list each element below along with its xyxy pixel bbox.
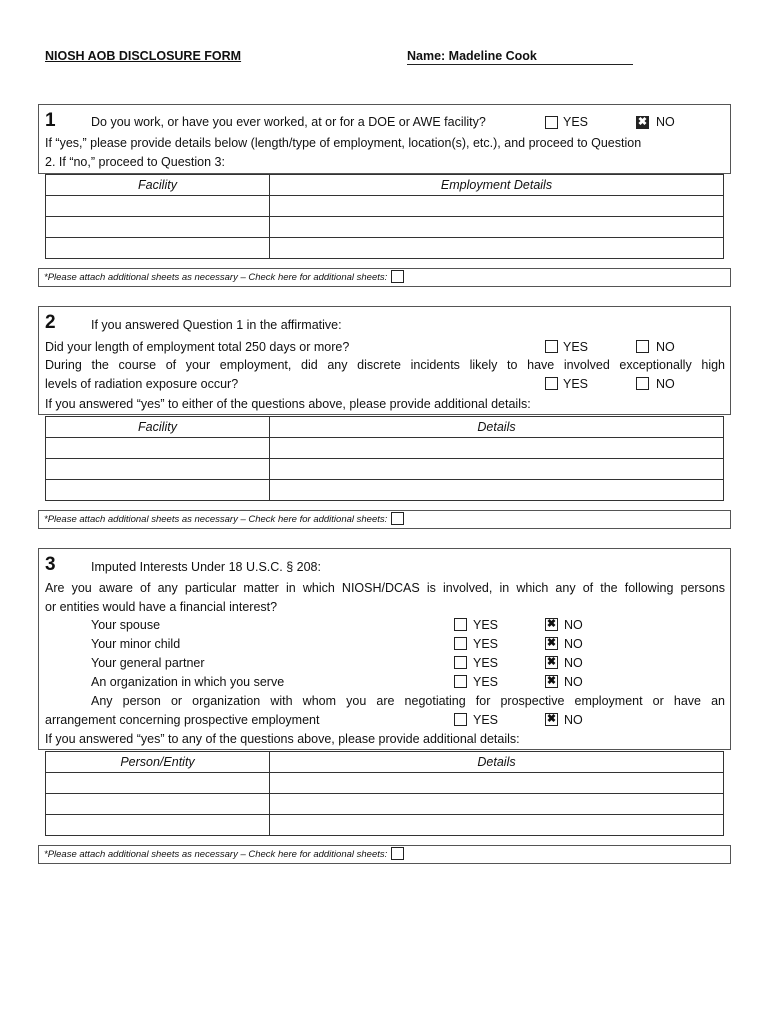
- question-3-number: 3: [45, 554, 56, 575]
- table-header-row: [46, 417, 724, 438]
- q2-details-table: [45, 416, 724, 501]
- q3-no-label: NO: [564, 618, 583, 632]
- facility-cell[interactable]: [46, 459, 270, 480]
- col-header-facility: Facility: [46, 175, 270, 196]
- details-cell[interactable]: [270, 480, 724, 501]
- q2-additional-sheets-note: [38, 510, 731, 529]
- col-header-person-entity: Person/Entity: [46, 752, 270, 773]
- details-cell[interactable]: [270, 815, 724, 836]
- q1-no-label: NO: [656, 115, 675, 129]
- question-1-number: 1: [45, 110, 56, 131]
- note-text: *Please attach additional sheets as necessary – Check here for additional sheets:: [44, 514, 388, 525]
- question-2-sub2-line1: During the course of your employment, did any discrete incidents likely to have involved exceptionally high: [45, 358, 725, 372]
- q3-no-label: NO: [564, 675, 583, 689]
- q3-organization-no-checkbox[interactable]: ✖: [546, 675, 557, 687]
- table-row: [46, 238, 724, 259]
- q3-minor-child-yes-checkbox[interactable]: [454, 637, 467, 650]
- facility-cell[interactable]: [46, 217, 270, 238]
- table-header-row: [46, 175, 724, 196]
- table-row: [46, 459, 724, 480]
- q1-employment-table: [45, 174, 724, 259]
- q2b-no-checkbox[interactable]: [636, 377, 649, 390]
- q2b-yes-label: YES: [563, 377, 589, 391]
- q2a-yes-label: YES: [563, 340, 589, 354]
- table-header-row: [46, 752, 724, 773]
- details-cell[interactable]: [270, 238, 724, 259]
- q3-spouse-no-checkbox[interactable]: ✖: [546, 618, 557, 630]
- facility-cell[interactable]: [46, 238, 270, 259]
- note-text: *Please attach additional sheets as necessary – Check here for additional sheets:: [44, 849, 388, 860]
- details-cell[interactable]: [270, 794, 724, 815]
- name-label: Name: Madeline Cook: [407, 49, 537, 63]
- table-row: [46, 773, 724, 794]
- details-cell[interactable]: [270, 196, 724, 217]
- details-cell[interactable]: [270, 438, 724, 459]
- q3-general-partner-no-checkbox[interactable]: ✖: [546, 656, 557, 668]
- question-2-sub2-line2: levels of radiation exposure occur?: [45, 377, 239, 391]
- question-3-title: Imputed Interests Under 18 U.S.C. § 208:: [91, 560, 321, 574]
- q2b-yes-checkbox[interactable]: [545, 377, 558, 390]
- q3-organization-yes-checkbox[interactable]: [454, 675, 467, 688]
- person-entity-cell[interactable]: [46, 815, 270, 836]
- q1-yes-checkbox[interactable]: [545, 116, 558, 129]
- q3-item-prospective-line2: arrangement concerning prospective employment: [45, 713, 320, 727]
- person-entity-cell[interactable]: [46, 773, 270, 794]
- details-cell[interactable]: [270, 459, 724, 480]
- q3-item-general-partner: Your general partner: [91, 656, 205, 670]
- q3-details-table: [45, 751, 724, 836]
- note-text: *Please attach additional sheets as necessary – Check here for additional sheets:: [44, 272, 388, 283]
- col-header-facility: Facility: [46, 417, 270, 438]
- q3-item-spouse: Your spouse: [91, 618, 161, 632]
- table-row: [46, 217, 724, 238]
- person-entity-cell[interactable]: [46, 794, 270, 815]
- question-1-instruction-2: 2. If “no,” proceed to Question 3:: [45, 155, 225, 169]
- question-2-title: If you answered Question 1 in the affirmative:: [91, 318, 342, 332]
- question-3-intro-line1: Are you aware of any particular matter in which NIOSH/DCAS is involved, in which any of the following persons: [45, 581, 725, 595]
- question-2-sub1: Did your length of employment total 250 days or more?: [45, 340, 350, 354]
- q2-additional-sheets-checkbox[interactable]: [391, 512, 404, 525]
- q1-no-checkbox[interactable]: ✖: [637, 116, 648, 128]
- q3-yes-label: YES: [473, 656, 499, 670]
- facility-cell[interactable]: [46, 196, 270, 217]
- q3-additional-sheets-note: [38, 845, 731, 864]
- q3-prospective-no-checkbox[interactable]: ✖: [546, 713, 557, 725]
- q3-item-organization: An organization in which you serve: [91, 675, 285, 689]
- q3-yes-label: YES: [473, 713, 499, 727]
- details-cell[interactable]: [270, 773, 724, 794]
- q3-item-prospective-line1: Any person or organization with whom you are negotiating for prospective employment or have an: [91, 694, 725, 708]
- table-row: [46, 438, 724, 459]
- q3-spouse-yes-checkbox[interactable]: [454, 618, 467, 631]
- q3-yes-label: YES: [473, 675, 499, 689]
- q2a-no-label: NO: [656, 340, 675, 354]
- table-row: [46, 480, 724, 501]
- question-3-instruction: If you answered “yes” to any of the questions above, please provide additional details:: [45, 732, 520, 746]
- question-1-instruction-1: If “yes,” please provide details below (length/type of employment, location(s), etc.), and proceed to Question: [45, 136, 642, 150]
- q3-no-label: NO: [564, 656, 583, 670]
- q3-yes-label: YES: [473, 618, 499, 632]
- question-1-text: Do you work, or have you ever worked, at or for a DOE or AWE facility?: [91, 115, 486, 129]
- col-header-employment-details: Employment Details: [270, 175, 724, 196]
- details-cell[interactable]: [270, 217, 724, 238]
- q1-additional-sheets-note: [38, 268, 731, 287]
- q2b-no-label: NO: [656, 377, 675, 391]
- facility-cell[interactable]: [46, 480, 270, 501]
- table-row: [46, 794, 724, 815]
- table-row: [46, 196, 724, 217]
- q3-minor-child-no-checkbox[interactable]: ✖: [546, 637, 557, 649]
- question-2-number: 2: [45, 312, 56, 333]
- q1-additional-sheets-checkbox[interactable]: [391, 270, 404, 283]
- q2a-yes-checkbox[interactable]: [545, 340, 558, 353]
- question-3-intro-line2: or entities would have a financial interest?: [45, 600, 278, 614]
- q3-general-partner-yes-checkbox[interactable]: [454, 656, 467, 669]
- q3-yes-label: YES: [473, 637, 499, 651]
- q1-yes-label: YES: [563, 115, 589, 129]
- facility-cell[interactable]: [46, 438, 270, 459]
- q3-no-label: NO: [564, 637, 583, 651]
- col-header-details: Details: [270, 417, 724, 438]
- q3-prospective-yes-checkbox[interactable]: [454, 713, 467, 726]
- name-field[interactable]: [407, 49, 633, 65]
- table-row: [46, 815, 724, 836]
- question-2-instruction: If you answered “yes” to either of the questions above, please provide additional details:: [45, 397, 531, 411]
- q3-no-label: NO: [564, 713, 583, 727]
- col-header-details: Details: [270, 752, 724, 773]
- q3-additional-sheets-checkbox[interactable]: [391, 847, 404, 860]
- q3-item-minor-child: Your minor child: [91, 637, 181, 651]
- q2a-no-checkbox[interactable]: [636, 340, 649, 353]
- form-title: NIOSH AOB DISCLOSURE FORM: [45, 49, 242, 63]
